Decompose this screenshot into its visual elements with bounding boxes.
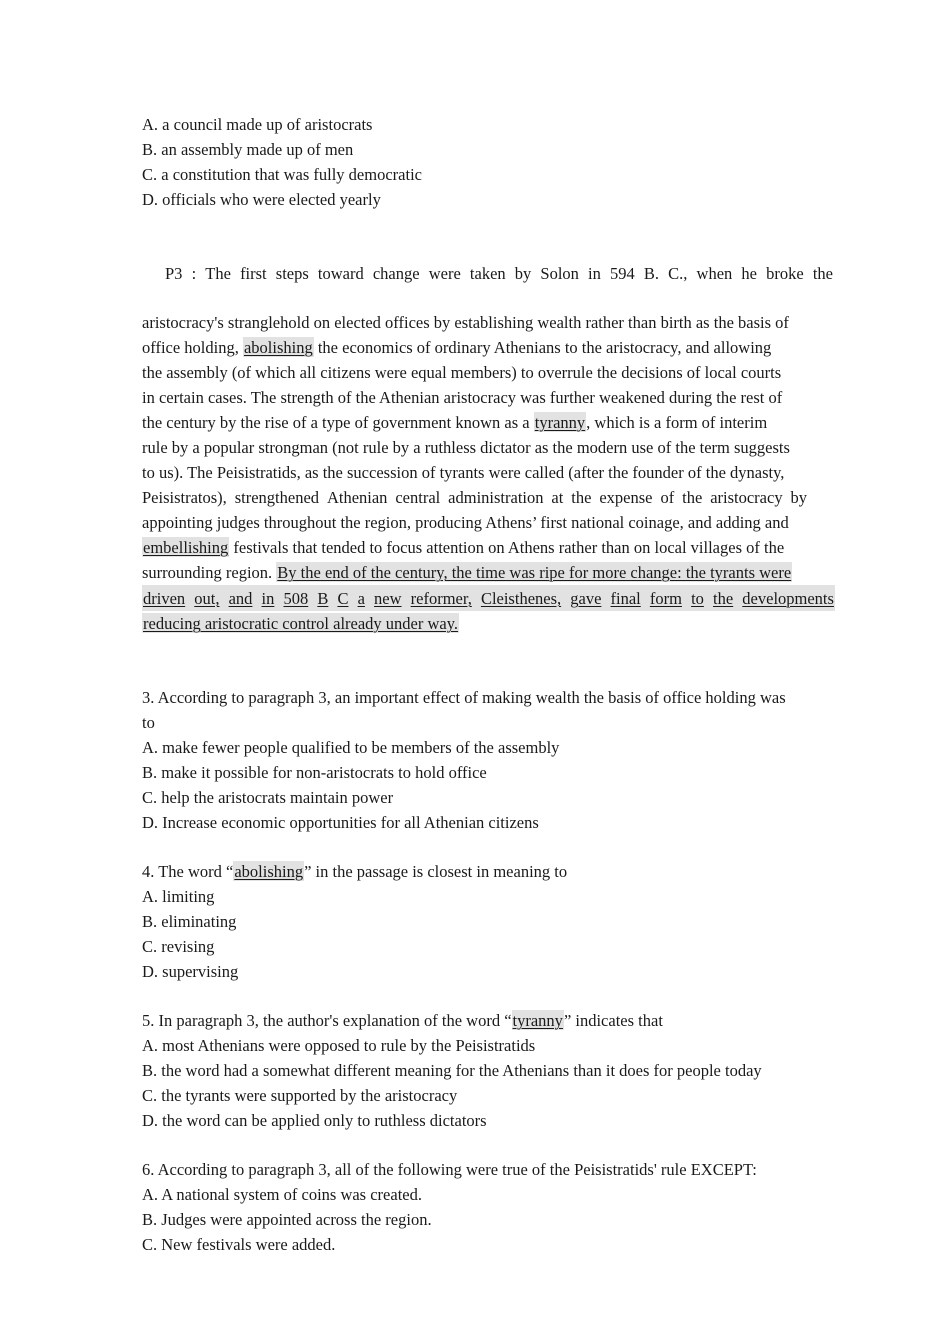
option-item[interactable]: D. the word can be applied only to ruthless dictators: [142, 1111, 487, 1130]
option-item[interactable]: B. the word had a somewhat different meaning for the Athenians than it does for people today: [142, 1061, 762, 1080]
option-item: D. officials who were elected yearly: [142, 190, 381, 209]
highlighted-term-embellishing[interactable]: embellishing: [143, 538, 229, 557]
option-item[interactable]: D. supervising: [142, 962, 239, 981]
passage-word: in: [588, 264, 601, 283]
passage-word: and: [228, 589, 253, 608]
passage-line: [142, 335, 833, 360]
document-content: [142, 112, 842, 1257]
passage-text: , which is a form of interim: [586, 413, 768, 432]
passage-word: the: [713, 589, 734, 608]
option-item[interactable]: C. revising: [142, 937, 215, 956]
passage-word: Solon: [540, 264, 579, 283]
passage-line: appointing judges throughout the region, producing Athens’ first national coinage, and adding and: [142, 513, 789, 532]
passage-word: C: [337, 589, 349, 608]
highlighted-term-tyranny[interactable]: tyranny: [534, 413, 586, 432]
passage-word: change: [372, 264, 420, 283]
passage-word: P3: [165, 264, 183, 283]
passage-line: rule by a popular strongman (not rule by a ruthless dictator as the modern use of the term suggests: [142, 438, 790, 457]
passage-word: new: [374, 589, 402, 608]
question-stem-text: 5. In paragraph 3, the author's explanation of the word “: [142, 1011, 512, 1030]
question-4: [142, 859, 842, 984]
passage-word: toward: [317, 264, 364, 283]
option-item[interactable]: A. most Athenians were opposed to rule by the Peisistratids: [142, 1036, 536, 1055]
passage-word: Peisistratos),: [142, 488, 227, 507]
option-item: A. a council made up of aristocrats: [142, 115, 373, 134]
passage-word: administration: [448, 488, 544, 507]
highlighted-term-tyranny[interactable]: tyranny: [512, 1011, 563, 1030]
passage-line: aristocracy's stranglehold on elected offices by establishing wealth rather than birth as the basis of: [142, 313, 789, 332]
question-5: [142, 1008, 842, 1133]
passage-word: B: [317, 589, 329, 608]
passage-word: of: [660, 488, 675, 507]
passage-text: the economics of ordinary Athenians to the aristocracy, and allowing: [313, 338, 772, 357]
passage-line: in certain cases. The strength of the Athenian aristocracy was further weakened during the rest of: [142, 388, 783, 407]
passage-word: the: [812, 264, 833, 283]
passage-word: form: [649, 589, 682, 608]
passage-text: the century by the rise of a type of government known as a: [142, 413, 534, 432]
spacer: [142, 835, 842, 859]
top-options-block: [142, 112, 842, 212]
question-stem-text: 4. The word “: [142, 862, 234, 881]
passage-word: expense: [599, 488, 653, 507]
option-item[interactable]: D. Increase economic opportunities for all Athenian citizens: [142, 813, 539, 832]
passage-word: taken: [469, 264, 506, 283]
option-item[interactable]: C. help the aristocrats maintain power: [142, 788, 394, 807]
option-item: C. a constitution that was fully democratic: [142, 165, 422, 184]
passage-line: [142, 410, 833, 435]
option-item: B. an assembly made up of men: [142, 140, 354, 159]
question-stem-cont: to: [142, 713, 155, 732]
spacer: [142, 1133, 842, 1157]
highlighted-term-abolishing[interactable]: abolishing: [243, 338, 313, 357]
option-item[interactable]: B. eliminating: [142, 912, 237, 931]
passage-word: he: [741, 264, 757, 283]
option-item[interactable]: A. make fewer people qualified to be members of the assembly: [142, 738, 560, 757]
passage-word: steps: [275, 264, 309, 283]
passage-word: the: [571, 488, 592, 507]
highlighted-sentence-part3[interactable]: reducing aristocratic control already under way.: [143, 614, 459, 633]
question-stem-text: ” in the passage is closest in meaning to: [304, 862, 568, 881]
question-6: [142, 1157, 842, 1257]
passage-word: B.: [643, 264, 660, 283]
passage-line: to us). The Peisistratids, as the succession of tyrants were called (after the founder of the dynasty,: [142, 463, 785, 482]
passage-word: at: [551, 488, 564, 507]
spacer: [142, 212, 842, 261]
passage-word: :: [191, 264, 197, 283]
passage-word: Athenian: [326, 488, 388, 507]
passage-word: broke: [766, 264, 804, 283]
passage-text: office holding,: [142, 338, 243, 357]
passage-word: The: [205, 264, 231, 283]
option-item[interactable]: B. make it possible for non-aristocrats to hold office: [142, 763, 487, 782]
passage-word: Cleisthenes,: [480, 589, 562, 608]
passage-word: first: [240, 264, 267, 283]
passage-word: 508: [283, 589, 309, 608]
passage-line: [142, 611, 833, 636]
passage-word: strengthened: [234, 488, 320, 507]
passage-word: final: [610, 589, 641, 608]
passage-p3: [142, 261, 833, 636]
passage-word: out,: [194, 589, 220, 608]
passage-line: [142, 535, 833, 560]
question-stem-text: ” indicates that: [563, 1011, 663, 1030]
passage-line: [142, 560, 833, 585]
passage-word: aristocracy: [710, 488, 783, 507]
passage-text: festivals that tended to focus attention on Athens rather than on local villages of the: [229, 538, 785, 557]
passage-line: [142, 485, 807, 510]
spacer: [142, 984, 842, 1008]
passage-word: 594: [610, 264, 635, 283]
passage-word: developments: [742, 589, 834, 608]
highlighted-term-abolishing[interactable]: abolishing: [234, 862, 304, 881]
passage-word: central: [395, 488, 441, 507]
passage-word: C.,: [668, 264, 688, 283]
option-item[interactable]: C. the tyrants were supported by the aristocracy: [142, 1086, 458, 1105]
question-3: [142, 685, 842, 835]
question-stem: [142, 859, 842, 884]
spacer: [142, 286, 833, 310]
highlighted-sentence-part1[interactable]: By the end of the century, the time was ripe for more change: the tyrants were: [277, 563, 792, 582]
passage-line: the assembly (of which all citizens were equal members) to overrule the decisions of local courts: [142, 363, 782, 382]
passage-word: by: [790, 488, 807, 507]
passage-word: driven: [143, 589, 186, 608]
option-item[interactable]: B. Judges were appointed across the region.: [142, 1210, 432, 1229]
question-stem: 3. According to paragraph 3, an important effect of making wealth the basis of office holding was: [142, 688, 786, 707]
passage-word: when: [696, 264, 733, 283]
highlighted-sentence-part2[interactable]: [142, 585, 835, 611]
spacer: [142, 636, 842, 685]
passage-word: by: [514, 264, 532, 283]
option-item[interactable]: A. A national system of coins was created.: [142, 1185, 422, 1204]
passage-word: reformer,: [410, 589, 472, 608]
passage-word: a: [357, 589, 365, 608]
option-item[interactable]: A. limiting: [142, 887, 215, 906]
passage-word: in: [261, 589, 275, 608]
question-stem: [142, 1008, 842, 1033]
passage-word: the: [682, 488, 703, 507]
passage-line: [165, 261, 833, 286]
passage-word: to: [691, 589, 704, 608]
passage-text: surrounding region.: [142, 563, 277, 582]
option-item[interactable]: C. New festivals were added.: [142, 1235, 336, 1254]
passage-word: were: [428, 264, 461, 283]
passage-word: gave: [570, 589, 602, 608]
question-stem: 6. According to paragraph 3, all of the following were true of the Peisistratids' rule EXCEPT:: [142, 1160, 757, 1179]
